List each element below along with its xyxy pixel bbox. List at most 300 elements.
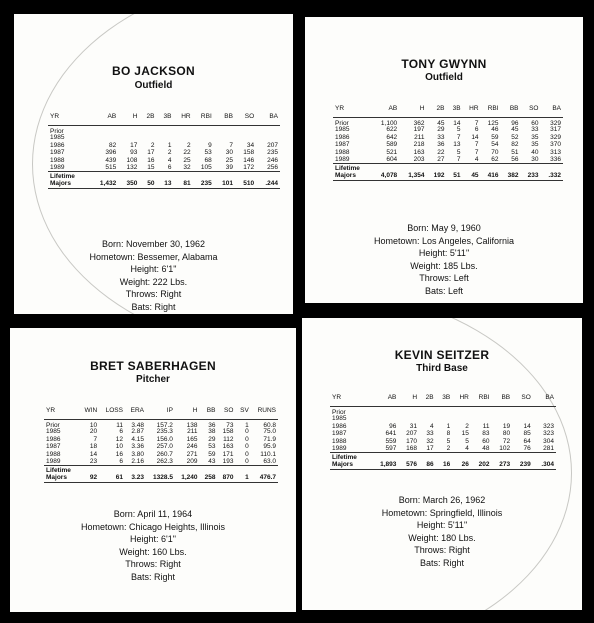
majors-total: 1,354 [399,173,426,180]
stats-cell: 68 [204,156,212,164]
majors-label: Majors [48,181,89,188]
stats-cell: 82 [108,141,117,149]
col-header: SO [521,106,541,117]
stats-cell: 146 [243,156,255,164]
stats-cell: 0 [245,450,249,458]
stats-cell: 29 [208,435,216,443]
stats-cell: 52 [511,133,519,141]
stats-cell [398,406,419,416]
col-header: RBI [471,395,492,406]
stats-cell: 112 [223,435,234,443]
majors-total: 50 [139,181,156,188]
stats-cell: 5 [456,126,461,134]
stats-cell: 260.7 [156,450,173,458]
stats-cell: 110.1 [260,450,276,458]
stats-cell: 14 [471,133,479,141]
stats-cell: 33 [531,126,539,134]
stats-year: 1985 [50,134,65,142]
stats-cell: 2 [465,422,469,430]
bio-bats: Bats: Right [130,571,176,582]
stats-cell: 396 [105,149,117,157]
stats-cell: 2.87 [131,428,145,436]
stats-cell: 323 [543,430,554,438]
stats-cell: 5 [446,437,451,445]
stats-cell: 2.16 [131,457,145,465]
stats-cell: 36 [208,421,216,429]
card-tony-gwynn [305,17,583,303]
col-header: BA [533,395,556,406]
stats-cell: 203 [413,155,425,163]
majors-total: .244 [256,181,280,188]
stats-cell: 156.0 [156,435,173,443]
stats-cell: 18 [89,443,98,451]
stats-cell: 53 [208,443,216,451]
col-header: BA [541,106,564,117]
stats-cell: 6 [474,126,479,134]
stats-cell: 17 [147,149,155,157]
bio-born: Born: March 26, 1962 [398,495,486,505]
bio-height: Height: 6'1" [130,534,176,545]
stats-year: 1986 [335,133,350,141]
stats-cell: 40 [531,148,539,156]
stats-year: 1989 [50,163,65,171]
stats-cell: 3.48 [131,421,145,429]
bio-throws: Throws: Right [414,545,470,556]
majors-total: .304 [533,462,556,469]
stats-table [333,106,563,181]
stats-cell: 4 [167,156,172,164]
stats-cell: 7 [474,148,479,156]
stats-cell: 1 [446,422,451,430]
stats-cell: 34 [246,141,255,149]
stats-cell: 2 [167,149,172,157]
stats-cell [436,406,453,416]
majors-total: 416 [481,173,501,180]
stats-cell: 72 [502,437,511,445]
col-header: AB [370,395,398,406]
stats-cell: 0 [245,443,249,451]
stats-cell [89,125,118,135]
majors-total: 1,893 [370,462,398,469]
stats-cell: 62 [491,155,499,163]
bio-block [305,222,583,298]
stats-row [333,134,563,141]
stats-cell: 60.8 [263,421,276,429]
stats-cell: 71.9 [263,435,276,443]
bio-throws: Throws: Right [125,559,181,570]
col-header: BB [491,395,512,406]
stats-cell: 193 [222,457,234,465]
stats-cell: 158 [243,149,255,157]
stats-cell: 2 [446,444,451,452]
stats-cell: 15 [147,163,155,171]
stats-cell: 15 [461,430,469,438]
stats-cell [235,125,256,135]
stats-cell: 14 [89,450,98,458]
col-header: HR [173,114,192,125]
stats-cell: 370 [550,141,561,149]
majors-total: 4,078 [372,173,399,180]
bio-throws: Throws: Left [419,273,469,284]
stats-cell: 75.0 [263,428,276,436]
stats-cell: 30 [225,149,233,157]
stats-cell: 60 [482,437,490,445]
majors-total: 1,432 [89,181,118,188]
stats-cell: 329 [550,119,561,127]
stats-cell: 362 [413,119,425,127]
stats-year: 1989 [46,457,61,465]
stats-year: 1989 [335,155,350,163]
col-header: BB [501,106,521,117]
stats-cell: 16 [147,156,155,164]
stats-cell: 38 [208,428,216,436]
stats-cell: 515 [105,163,117,171]
col-header: BB [214,114,235,125]
bio-height: Height: 6'1" [130,264,177,275]
majors-total: 26 [452,462,471,469]
stats-cell: 211 [414,133,425,141]
stats-cell: 246 [267,156,278,164]
stats-cell: 63.0 [263,457,276,465]
majors-total: 81 [173,181,192,188]
majors-total: 45 [463,173,481,180]
stats-cell: 304 [543,437,554,445]
stats-cell: 6 [119,428,123,436]
stats-cell: 257.0 [156,443,173,451]
stats-cell: 51 [511,148,519,156]
stats-cell: 102 [499,444,511,452]
stats-cell: 172 [243,163,255,171]
stats-cell: 108 [126,156,138,164]
lifetime-label: Lifetime [44,466,79,475]
stats-table [44,408,278,483]
bio-bats: Bats: Left [424,285,464,296]
stats-cell [370,406,398,416]
majors-total: 273 [491,462,512,469]
stats-row [330,438,556,445]
stats-cell: 25 [183,156,191,164]
majors-total: 13 [156,181,173,188]
stats-year: 1986 [50,141,65,149]
stats-cell: 336 [550,155,561,163]
majors-label: Majors [44,475,79,482]
stats-year: 1986 [332,422,347,430]
stats-cell: 12 [115,435,123,443]
majors-total: 192 [426,173,446,180]
bio-height: Height: 5'11" [416,520,468,531]
stats-cell: 158 [222,428,234,436]
player-position: Third Base [416,363,468,374]
col-header: YR [330,395,370,406]
majors-total: 1,240 [175,475,200,482]
stats-cell: 0 [245,435,249,443]
stats-row [330,446,556,453]
stats-cell: 43 [208,457,216,465]
stats-cell: 7 [456,133,461,141]
bio-weight: Weight: 180 Lbs. [408,532,476,543]
col-header: 2B [426,106,446,117]
stats-cell: 2 [186,141,191,149]
stats-cell: 6 [167,163,172,171]
bio-block [10,508,296,584]
col-header: IP [146,408,175,419]
stats-cell: 163 [413,148,425,156]
stats-year: 1987 [46,443,61,451]
stats-cell: 589 [386,141,398,149]
lifetime-label: Lifetime [333,164,372,173]
stats-row [333,157,563,164]
stats-cell: 56 [511,155,519,163]
stats-cell: 83 [482,430,490,438]
stats-cell: 641 [385,430,397,438]
stats-cell: 23 [89,457,98,465]
stats-cell: 207 [267,141,278,149]
col-header: AB [372,106,399,117]
stats-cell: 22 [183,149,191,157]
col-header: AB [89,114,118,125]
player-name: KEVIN SEITZER [394,348,490,362]
stats-cell: 33 [437,133,445,141]
stats-cell: 317 [550,126,561,134]
stats-cell: 246 [186,443,198,451]
stats-year: 1987 [335,141,350,149]
stats-cell: 11 [482,422,490,430]
stats-cell: 3.80 [131,450,145,458]
stats-cell: 604 [386,155,398,163]
stats-cell [471,406,492,416]
col-header: RBI [193,114,214,125]
stats-cell: 207 [406,430,418,438]
col-header: 3B [436,395,453,406]
stats-cell: 209 [186,457,198,465]
stats-cell: 168 [406,444,418,452]
majors-total: 870 [217,475,235,482]
stats-cell: 4 [474,155,479,163]
majors-total: 61 [99,475,125,482]
player-position: Outfield [425,72,463,83]
col-header: H [399,106,426,117]
card-bo-jackson [14,14,293,314]
bio-hometown: Hometown: Springfield, Illinois [381,507,503,518]
stats-cell: 36 [437,141,445,149]
bio-throws: Throws: Right [125,289,182,300]
majors-total: 476.7 [251,475,278,482]
stats-cell: 0 [245,428,249,436]
majors-total: .332 [541,173,564,180]
col-header: 2B [139,114,156,125]
stats-cell: 105 [200,163,212,171]
stats-year: 1989 [332,444,347,452]
player-name: TONY GWYNN [401,57,487,71]
stats-cell [452,406,471,416]
stats-cell [173,125,192,135]
bio-weight: Weight: 185 Lbs. [410,260,478,271]
majors-label: Majors [333,173,372,180]
stats-row [330,406,556,416]
bio-hometown: Hometown: Bessemer, Alabama [89,251,218,262]
stats-cell: 7 [93,435,98,443]
stats-cell: 170 [406,437,418,445]
stats-cell: 54 [491,141,499,149]
stats-cell: 14 [453,119,461,127]
col-header: HR [452,395,471,406]
stats-cell: 59 [491,133,499,141]
col-header: YR [48,114,89,125]
majors-total: 382 [501,173,521,180]
stats-cell: 1,100 [380,119,398,127]
stats-cell: 11 [116,421,123,429]
bio-block [14,238,293,314]
stats-cell: 521 [386,148,398,156]
bio-hometown: Hometown: Los Angeles, California [373,235,515,246]
stats-cell: 22 [437,148,445,156]
player-position: Outfield [134,80,173,91]
majors-total: 350 [118,181,139,188]
stats-cell: 39 [225,163,233,171]
stats-row [330,431,556,438]
stats-cell: 76 [523,444,531,452]
col-header: SV [235,408,250,419]
col-header: H [398,395,419,406]
col-header: 2B [419,395,436,406]
bio-born: Born: November 30, 1962 [101,239,206,249]
col-header: RUNS [251,408,278,419]
stats-cell: 235.3 [156,428,173,436]
majors-total: 510 [235,181,256,188]
bio-born: Born: April 11, 1964 [113,509,193,519]
stats-cell: 9 [208,141,212,149]
stats-cell: 5 [465,437,469,445]
majors-totals-row [44,475,278,482]
stats-row [330,416,556,423]
stats-cell: 16 [115,450,123,458]
stats-cell: 197 [413,126,425,134]
stats-cell: 70 [491,148,499,156]
stats-cell: 218 [413,141,425,149]
lifetime-label: Lifetime [48,172,89,181]
majors-total: 1328.5 [146,475,175,482]
stats-cell: 597 [385,444,397,452]
stats-cell: 439 [105,156,117,164]
stats-cell: 29 [437,126,445,134]
card-bret-saberhagen [10,328,296,612]
majors-total: 3.23 [125,475,146,482]
bio-weight: Weight: 222 Lbs. [119,276,188,287]
stats-cell: 46 [491,126,499,134]
stats-cell [139,125,156,135]
stats-year: 1988 [46,450,61,458]
col-header: SO [512,395,533,406]
stats-cell: 17 [130,141,138,149]
col-header: SO [217,408,235,419]
stats-year: 1988 [332,437,347,445]
stats-cell: 25 [225,156,233,164]
bio-height: Height: 5'11" [418,248,470,259]
stats-cell: 6 [119,457,123,465]
majors-total: 92 [79,475,99,482]
stats-year: Prior [50,127,64,135]
stats-year: 1985 [332,415,347,423]
stats-cell: 30 [531,155,539,163]
stats-cell: 7 [474,119,479,127]
stats-row [44,459,278,466]
stats-year: 1987 [50,149,65,157]
stats-row [333,117,563,127]
stats-year: Prior [335,119,349,127]
stats-cell: 96 [389,422,397,430]
majors-totals-row [330,462,556,469]
bio-bats: Bats: Right [419,557,465,568]
majors-totals-row [333,173,563,180]
card-kevin-seitzer [302,318,582,610]
player-position: Pitcher [136,374,170,385]
col-header: 3B [156,114,173,125]
stats-year: 1985 [46,428,61,436]
stats-cell: 262.3 [156,457,173,465]
majors-total: 239 [512,462,533,469]
stats-cell [533,406,556,416]
stats-cell: 27 [437,155,445,163]
stats-cell: 329 [550,133,561,141]
col-header: YR [44,408,79,419]
stats-cell: 64 [523,437,531,445]
bio-hometown: Hometown: Chicago Heights, Illinois [80,521,226,532]
stats-cell: 3.36 [131,443,145,451]
majors-total: 235 [193,181,214,188]
stats-row [333,127,563,134]
majors-total: 258 [199,475,217,482]
stats-cell: 256 [267,163,278,171]
stats-cell: 31 [409,422,418,430]
stats-cell [491,406,512,416]
majors-total: 233 [521,173,541,180]
stats-cell: 13 [453,141,461,149]
stats-cell: 20 [89,428,98,436]
stats-cell: 32 [183,163,191,171]
stats-cell: 7 [229,141,233,149]
stats-cell: 7 [456,155,461,163]
stats-cell: 2 [150,141,155,149]
majors-total: 1 [235,475,250,482]
stats-cell: 32 [426,437,434,445]
stats-cell: 17 [426,444,434,452]
stats-cell: 45 [437,119,445,127]
stats-cell: 14 [523,422,531,430]
stats-cell: 559 [385,437,397,445]
stats-cell: 323 [543,422,554,430]
stats-cell: 125 [487,119,499,127]
stats-cell: 642 [386,133,398,141]
stats-cell: 132 [126,163,138,171]
stats-cell: 235 [267,149,278,157]
col-header: SO [235,114,256,125]
stats-cell: 622 [386,126,398,134]
bio-weight: Weight: 160 Lbs. [119,546,187,557]
majors-total: 101 [214,181,235,188]
majors-totals-row [48,181,280,188]
stats-cell: 1 [167,141,172,149]
stats-year: 1987 [332,430,347,438]
stats-year: 1985 [335,126,350,134]
stats-cell [193,125,214,135]
stats-cell: 96 [511,119,519,127]
stats-cell: 10 [89,421,98,429]
stats-row [48,125,280,135]
stats-row [48,135,280,142]
stats-cell: 60 [531,119,539,127]
player-name: BO JACKSON [111,64,195,78]
stats-year: 1986 [46,435,61,443]
